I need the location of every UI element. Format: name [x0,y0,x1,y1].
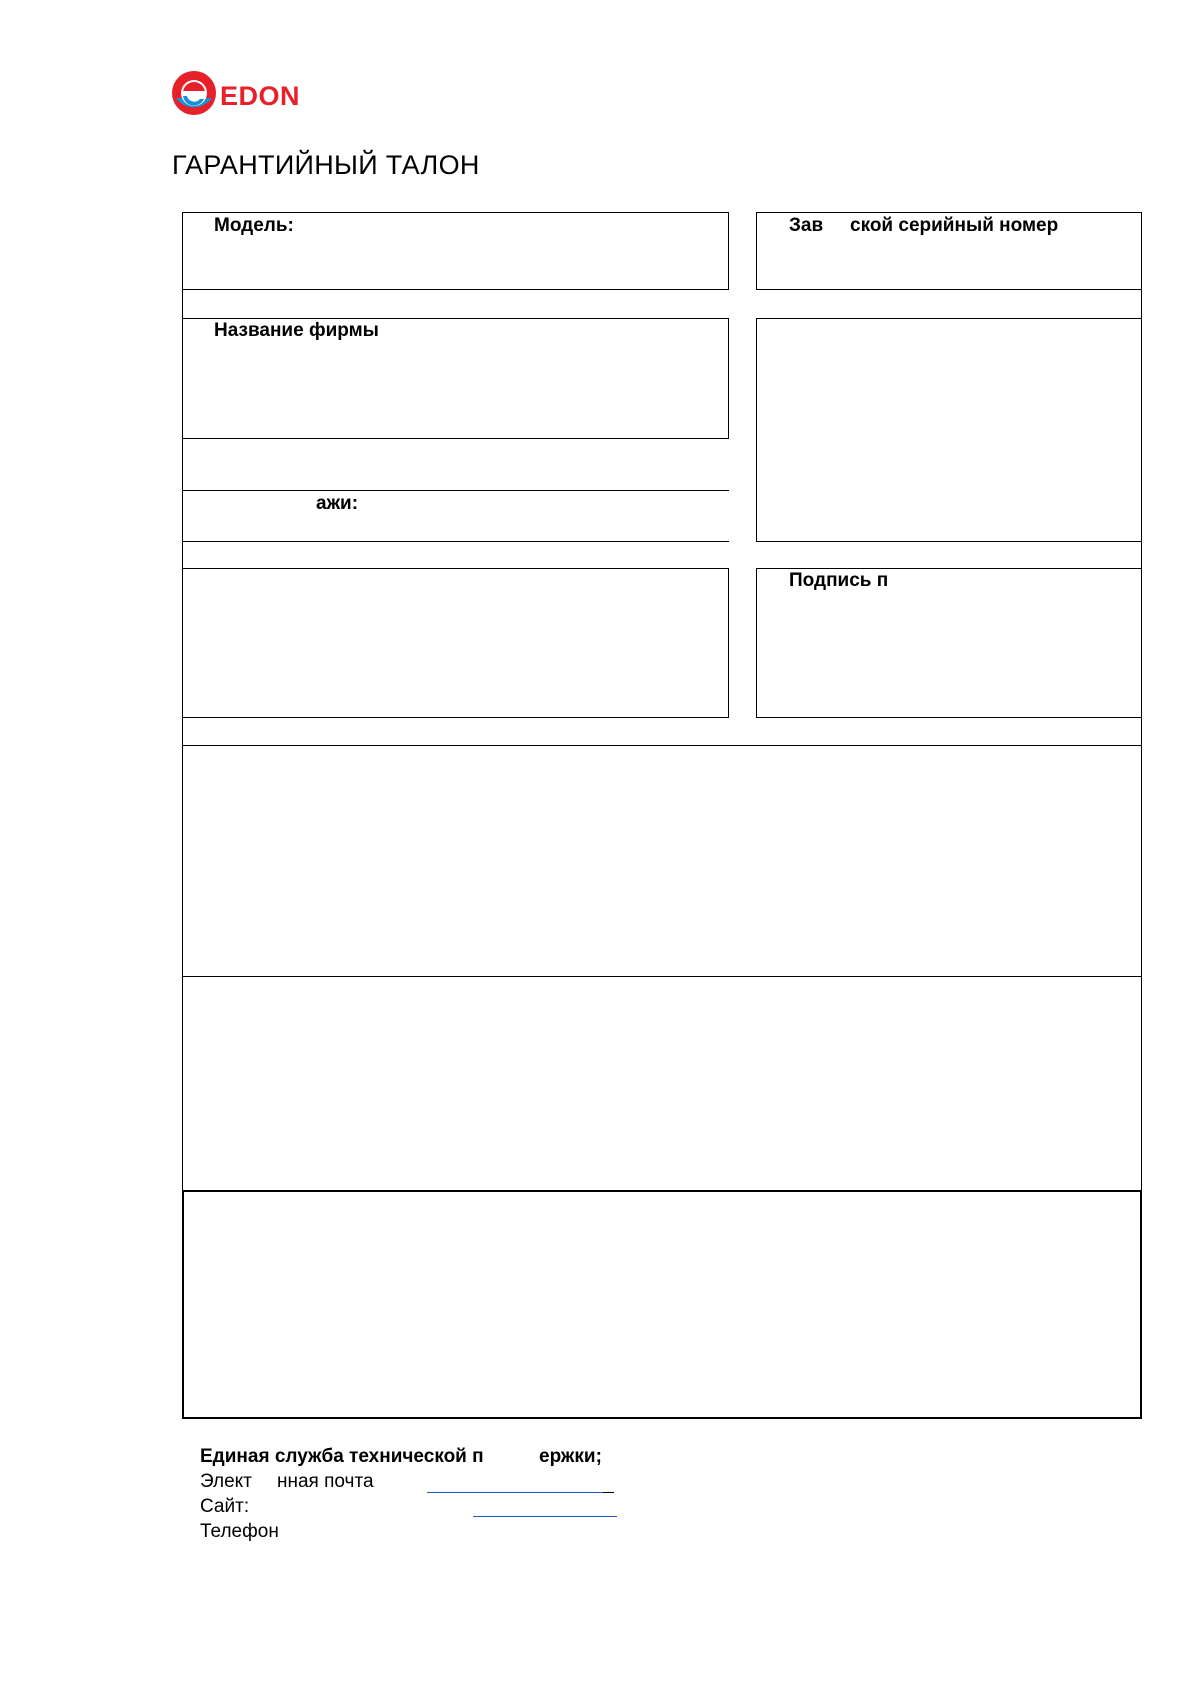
serial-label-part1: Зав [789,215,824,236]
support-title-part2: ержки; [539,1446,602,1467]
service-record-section-1[interactable] [182,745,1142,977]
seller-field[interactable] [182,568,729,718]
email-link[interactable] [427,1492,605,1493]
edon-logo [170,68,305,118]
svg-text:EDON: EDON [220,81,301,111]
signature-label: Подпись п [789,570,889,591]
support-title-part1: Единая служба технической п [200,1446,484,1467]
service-record-section-3[interactable] [182,1190,1142,1419]
site-label: Сайт: [200,1496,250,1517]
company-label: Название фирмы [214,320,379,341]
model-label: Модель: [214,215,294,236]
sale-date-label: ажи: [316,493,359,514]
serial-label-part2: ской серийный номер [850,215,1059,236]
service-record-section-2[interactable] [182,976,1142,1191]
email-label-part1: Элект [200,1471,252,1492]
email-label-part2: нная почта [277,1471,374,1492]
sale-date-top-line [182,490,729,491]
stamp-field[interactable] [756,318,1142,542]
edon-logo-mark [170,68,305,118]
sale-date-bottom-line[interactable] [182,541,729,542]
site-link[interactable] [473,1516,617,1517]
page-title: ГАРАНТИЙНЫЙ ТАЛОН [172,150,480,180]
phone-label: Телефон [200,1521,279,1542]
email-link-tail [603,1492,614,1493]
